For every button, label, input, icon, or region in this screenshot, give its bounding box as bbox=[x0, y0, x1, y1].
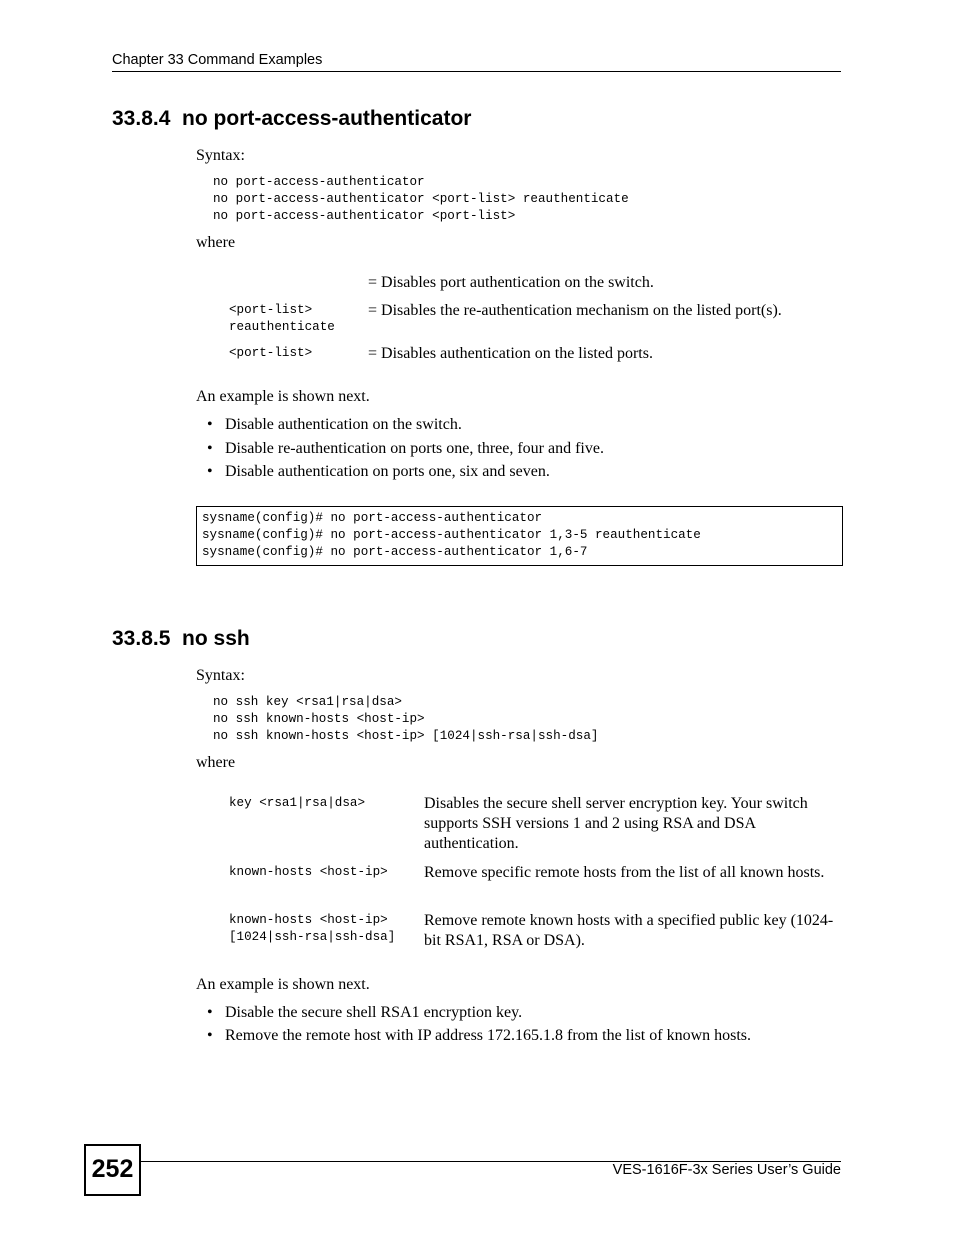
example-intro: An example is shown next. bbox=[196, 388, 370, 405]
param-term: key <rsa1|rsa|dsa> bbox=[229, 796, 366, 810]
section-heading-port-access: 33.8.4 no port-access-authenticator bbox=[112, 107, 472, 130]
param-desc: Remove remote known hosts with a specified public key (1024-bit RSA1, RSA or DSA). bbox=[424, 912, 834, 949]
where-label: where bbox=[196, 754, 236, 771]
param-term: known-hosts <host-ip> [1024|ssh-rsa|ssh-dsa] bbox=[229, 913, 396, 944]
where-label: where bbox=[196, 234, 236, 251]
bullet-icon: • bbox=[207, 1027, 213, 1044]
example-intro: An example is shown next. bbox=[196, 976, 370, 993]
param-desc: = Disables authentication on the listed ports. bbox=[368, 345, 653, 362]
param-term: known-hosts <host-ip> bbox=[229, 865, 388, 879]
header-rule bbox=[112, 71, 841, 72]
syntax-label: Syntax: bbox=[196, 147, 245, 164]
syntax-line: no port-access-authenticator <port-list> bbox=[213, 209, 516, 223]
param-desc: Remove specific remote hosts from the list of all known hosts. bbox=[424, 864, 825, 881]
param-desc: = Disables the re-authentication mechanism on the listed port(s). bbox=[368, 302, 782, 319]
syntax-line: no ssh known-hosts <host-ip> [1024|ssh-rsa|ssh-dsa] bbox=[213, 729, 599, 743]
syntax-line: no ssh known-hosts <host-ip> bbox=[213, 712, 425, 726]
bullet-icon: • bbox=[207, 416, 213, 433]
code-line: sysname(config)# no port-access-authenticator 1,6-7 bbox=[202, 545, 588, 559]
bullet-icon: • bbox=[207, 1004, 213, 1021]
chapter-header: Chapter 33 Command Examples bbox=[112, 52, 323, 68]
bullet-icon: • bbox=[207, 463, 213, 480]
code-line: sysname(config)# no port-access-authenticator 1,3-5 reauthenticate bbox=[202, 528, 701, 542]
bullet-icon: • bbox=[207, 440, 213, 457]
section-heading-no-ssh: 33.8.5 no ssh bbox=[112, 627, 250, 650]
code-line: sysname(config)# no port-access-authenticator bbox=[202, 511, 543, 525]
syntax-label: Syntax: bbox=[196, 667, 245, 684]
guide-title: VES-1616F-3x Series User’s Guide bbox=[612, 1162, 841, 1178]
syntax-line: no ssh key <rsa1|rsa|dsa> bbox=[213, 695, 402, 709]
param-term: <port-list> reauthenticate bbox=[229, 303, 335, 334]
page-number: 252 bbox=[84, 1144, 141, 1196]
syntax-line: no port-access-authenticator <port-list> reauthenticate bbox=[213, 192, 629, 206]
syntax-line: no port-access-authenticator bbox=[213, 175, 425, 189]
example-code-box bbox=[196, 506, 843, 566]
param-term: <port-list> bbox=[229, 346, 313, 360]
param-desc: Disables the secure shell server encryption key. Your switch supports SSH versions 1 and 2 using RSA and DSA authentication. bbox=[424, 795, 808, 852]
param-desc: = Disables port authentication on the switch. bbox=[368, 274, 654, 291]
